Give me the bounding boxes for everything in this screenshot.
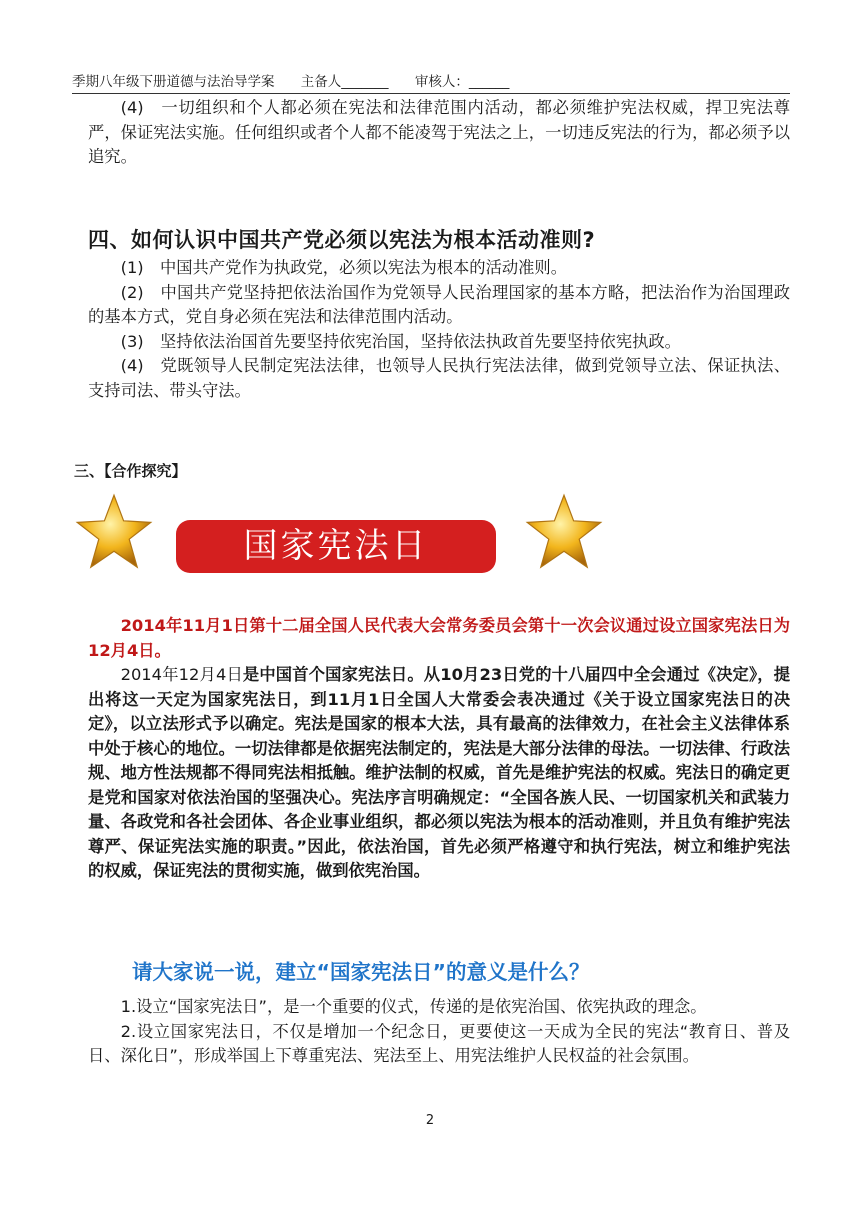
constitution-day-banner: 国家宪法日	[176, 520, 496, 573]
page-header	[72, 70, 790, 94]
gold-star-icon	[524, 492, 604, 572]
answer-list	[88, 995, 790, 1069]
cooperate-label: 三、【合作探究】	[74, 462, 187, 480]
article-body-text: 是中国首个国家宪法日。从10月23日党的十八届四中全会通过《决定》，提出将这一天定为国家宪法日，到11月1日全国人大常委会表决通过《关于设立国家宪法日的决定》，以立法形式予以确定。宪法是国家的根本大法，具有最高的法律效力，在社会主义法律体系中处于核心的地位。一切法律都是依据宪法制定的，宪法是大部分法律的母法。一切法律、行政法规、地方性法规都不得同宪法相抵触。维护法制的权威，首先是维护宪法的权威。宪法日的确定更是党和国家对依法治国的坚强决心。宪法序言明确规定：“全国各族人民、一切国家机关和武装力量、各政党和各社会团体、各企业事业组织，都必须以宪法为根本的活动准则，并且负有维护宪法尊严、保证宪法实施的职责。”因此，依法治国，首先必须严格遵守和执行宪法，树立和维护宪法的权威，保证宪法的贯彻实施，做到依宪治国。	[88, 665, 790, 880]
section4-list	[88, 256, 790, 403]
section4-heading: 四、如何认识中国共产党必须以宪法为根本活动准则?	[88, 228, 596, 252]
answer-item-1: 1.设立“国家宪法日”，是一个重要的仪式，传递的是依宪治国、依宪执政的理念。	[120, 997, 707, 1016]
answer-item-2: 2.设立国家宪法日，不仅是增加一个纪念日，更要使这一天成为全民的宪法“教育日、普及日、深化日”，形成举国上下尊重宪法、宪法至上、用宪法维护人民权益的社会氛围。	[88, 1021, 790, 1065]
section4-item-1: (1) 中国共产党作为执政党，必须以宪法为根本的活动准则。	[120, 258, 567, 277]
article-body	[88, 663, 790, 884]
section4-item-4: (4) 党既领导人民制定宪法法律，也领导人民执行宪法法律，做到党领导立法、保证执法、支持司法、带头守法。	[88, 356, 790, 400]
gold-star-icon	[74, 492, 154, 572]
header-divider	[72, 93, 790, 94]
article-body-date: 2014年12月4日	[120, 665, 243, 684]
header-preparer: 主备人_______	[300, 74, 389, 90]
page-number: 2	[425, 1113, 435, 1128]
discussion-question: 请大家说一说，建立“国家宪法日”的意义是什么？	[132, 960, 590, 984]
article	[88, 614, 790, 884]
header-reviewer: 审核人：______	[414, 74, 510, 90]
section4-item-2: (2) 中国共产党坚持把依法治国作为党领导人民治理国家的基本方略，把法治作为治国理政的基本方式，党自身必须在宪法和法律范围内活动。	[88, 282, 790, 326]
article-lead: 2014年11月1日第十二届全国人民代表大会常务委员会第十一次会议通过设立国家宪法日为12月4日。	[88, 616, 790, 660]
section3-item-4: (4) 一切组织和个人都必须在宪法和法律范围内活动，都必须维护宪法权威，捍卫宪法尊严，保证宪法实施。任何组织或者个人都不能凌驾于宪法之上，一切违反宪法的行为，都必须予以追究。	[88, 98, 790, 166]
header-title: 季期八年级下册道德与法治导学案	[72, 74, 275, 90]
section4-item-3: (3) 坚持依法治国首先要坚持依宪治国，坚持依法执政首先要坚持依宪执政。	[120, 331, 681, 351]
